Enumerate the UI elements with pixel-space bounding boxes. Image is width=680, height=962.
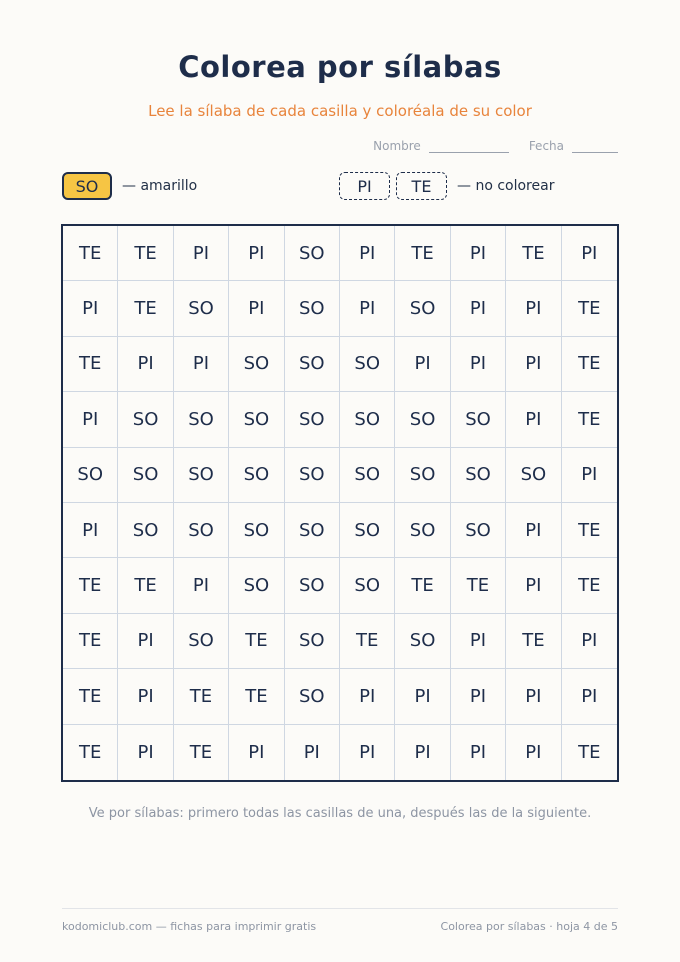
grid-cell[interactable]: SO: [340, 337, 395, 392]
grid-cell[interactable]: PI: [506, 337, 561, 392]
grid-cell[interactable]: PI: [506, 669, 561, 724]
grid-cell[interactable]: PI: [506, 392, 561, 447]
name-label: Nombre: [373, 139, 421, 153]
footer-site: kodomiclub.com — fichas para imprimir gratis: [62, 920, 317, 933]
grid-cell[interactable]: SO: [451, 448, 506, 503]
grid-cell[interactable]: SO: [229, 392, 284, 447]
grid-cell[interactable]: PI: [63, 503, 118, 558]
grid-cell[interactable]: TE: [174, 669, 229, 724]
grid-cell[interactable]: PI: [562, 226, 617, 281]
footer-sheet-info: Colorea por sílabas · hoja 4 de 5: [440, 920, 618, 933]
grid-cell[interactable]: TE: [506, 614, 561, 669]
grid-cell[interactable]: TE: [395, 226, 450, 281]
grid-cell[interactable]: PI: [340, 725, 395, 780]
grid-cell[interactable]: TE: [63, 669, 118, 724]
syllable-grid: [61, 224, 619, 782]
grid-cell[interactable]: SO: [229, 503, 284, 558]
grid-cell[interactable]: SO: [285, 503, 340, 558]
grid-cell[interactable]: SO: [285, 392, 340, 447]
grid-cell[interactable]: SO: [340, 558, 395, 613]
grid-cell[interactable]: PI: [63, 392, 118, 447]
grid-cell[interactable]: SO: [229, 448, 284, 503]
grid-cell[interactable]: SO: [506, 448, 561, 503]
grid-cell[interactable]: PI: [174, 558, 229, 613]
grid-cell[interactable]: SO: [229, 558, 284, 613]
grid-cell[interactable]: PI: [229, 281, 284, 336]
grid-cell[interactable]: PI: [63, 281, 118, 336]
grid-cell[interactable]: PI: [562, 614, 617, 669]
grid-cell[interactable]: PI: [451, 281, 506, 336]
grid-cell[interactable]: SO: [174, 281, 229, 336]
grid-cell[interactable]: PI: [229, 725, 284, 780]
footer-divider: [62, 908, 618, 909]
grid-cell[interactable]: SO: [174, 503, 229, 558]
grid-cell[interactable]: PI: [562, 669, 617, 724]
grid-cell[interactable]: SO: [451, 503, 506, 558]
date-line[interactable]: [572, 142, 618, 153]
grid-cell[interactable]: PI: [229, 226, 284, 281]
grid-cell[interactable]: PI: [451, 614, 506, 669]
grid-cell[interactable]: SO: [285, 337, 340, 392]
grid-cell[interactable]: PI: [506, 558, 561, 613]
grid-cell[interactable]: TE: [562, 281, 617, 336]
name-line[interactable]: [429, 142, 509, 153]
grid-cell[interactable]: SO: [285, 614, 340, 669]
skip-swatch: TE: [396, 172, 447, 200]
grid-cell[interactable]: TE: [63, 558, 118, 613]
grid-cell[interactable]: TE: [340, 614, 395, 669]
grid-cell[interactable]: PI: [340, 226, 395, 281]
grid-cell[interactable]: SO: [174, 448, 229, 503]
grid-cell[interactable]: SO: [63, 448, 118, 503]
grid-cell[interactable]: SO: [395, 614, 450, 669]
grid-cell[interactable]: TE: [578, 741, 601, 763]
skip-swatch: PI: [339, 172, 390, 200]
grid-cell[interactable]: SO: [118, 503, 173, 558]
date-label: Fecha: [528, 139, 564, 153]
grid-cell[interactable]: SO: [395, 392, 450, 447]
grid-cell[interactable]: PI: [285, 725, 340, 780]
grid-cell[interactable]: TE: [118, 558, 173, 613]
grid-cell[interactable]: SO: [340, 448, 395, 503]
grid-cell[interactable]: SO: [285, 448, 340, 503]
grid-cell[interactable]: SO: [118, 392, 173, 447]
grid-cell[interactable]: TE: [118, 281, 173, 336]
grid-cell[interactable]: PI: [506, 503, 561, 558]
grid-cell[interactable]: PI: [340, 281, 395, 336]
grid-cell[interactable]: PI: [118, 337, 173, 392]
grid-cell[interactable]: SO: [340, 392, 395, 447]
grid-cell[interactable]: TE: [562, 503, 617, 558]
grid-cell[interactable]: PI: [451, 725, 506, 780]
grid-cell[interactable]: PI: [395, 669, 450, 724]
instruction-hint: Ve por sílabas: primero todas las casillas de una, después las de la siguiente.: [88, 806, 592, 821]
grid-cell[interactable]: PI: [395, 337, 450, 392]
grid-cell[interactable]: TE: [63, 226, 118, 281]
grid-cell[interactable]: SO: [174, 392, 229, 447]
grid-cell[interactable]: TE: [63, 614, 118, 669]
name-date-fields: [373, 139, 618, 153]
grid-cell[interactable]: PI: [451, 669, 506, 724]
grid-cell[interactable]: PI: [506, 281, 561, 336]
grid-cell[interactable]: TE: [506, 226, 561, 281]
grid-cell[interactable]: SO: [229, 337, 284, 392]
grid-cell[interactable]: TE: [451, 558, 506, 613]
grid-cell[interactable]: SO: [451, 392, 506, 447]
legend-color-text: — amarillo: [122, 178, 198, 194]
page-subtitle: Lee la sílaba de cada casilla y coloréala de su color: [148, 102, 532, 120]
grid-cell[interactable]: TE: [562, 392, 617, 447]
grid-cell[interactable]: PI: [451, 226, 506, 281]
grid-cell[interactable]: SO: [395, 281, 450, 336]
grid-cell[interactable]: TE: [562, 558, 617, 613]
grid-cell[interactable]: SO: [395, 448, 450, 503]
grid-cell[interactable]: SO: [395, 503, 450, 558]
grid-cell[interactable]: PI: [174, 337, 229, 392]
grid-cell[interactable]: TE: [229, 614, 284, 669]
grid-cell[interactable]: SO: [118, 448, 173, 503]
grid-cell[interactable]: SO: [340, 503, 395, 558]
grid-cell[interactable]: PI: [562, 448, 617, 503]
grid-cell[interactable]: TE: [63, 725, 118, 780]
grid-cell[interactable]: SO: [285, 226, 340, 281]
grid-cell[interactable]: PI: [340, 669, 395, 724]
grid-cell[interactable]: TE: [395, 558, 450, 613]
grid-cell[interactable]: TE: [174, 725, 229, 780]
grid-cell[interactable]: PI: [118, 725, 173, 780]
grid-cell[interactable]: TE: [229, 669, 284, 724]
grid-cell[interactable]: SO: [285, 558, 340, 613]
legend-skip-text: — no colorear: [457, 178, 555, 194]
page-title: Colorea por sílabas: [178, 50, 502, 84]
grid-cell[interactable]: TE: [63, 337, 118, 392]
grid-cell[interactable]: PI: [395, 725, 450, 780]
grid-cell[interactable]: TE: [562, 337, 617, 392]
grid-cell[interactable]: PI: [174, 226, 229, 281]
legend-color: [62, 171, 197, 201]
legend-skip: [339, 171, 554, 201]
grid-cell[interactable]: TE: [118, 226, 173, 281]
grid-cell[interactable]: SO: [285, 281, 340, 336]
yellow-swatch: SO: [62, 172, 112, 200]
grid-cell[interactable]: PI: [451, 337, 506, 392]
grid-cell[interactable]: SO: [174, 614, 229, 669]
grid-cell[interactable]: PI: [118, 669, 173, 724]
grid-cell[interactable]: PI: [118, 614, 173, 669]
grid-cell[interactable]: SO: [285, 669, 340, 724]
grid-cell[interactable]: PI: [506, 725, 561, 780]
